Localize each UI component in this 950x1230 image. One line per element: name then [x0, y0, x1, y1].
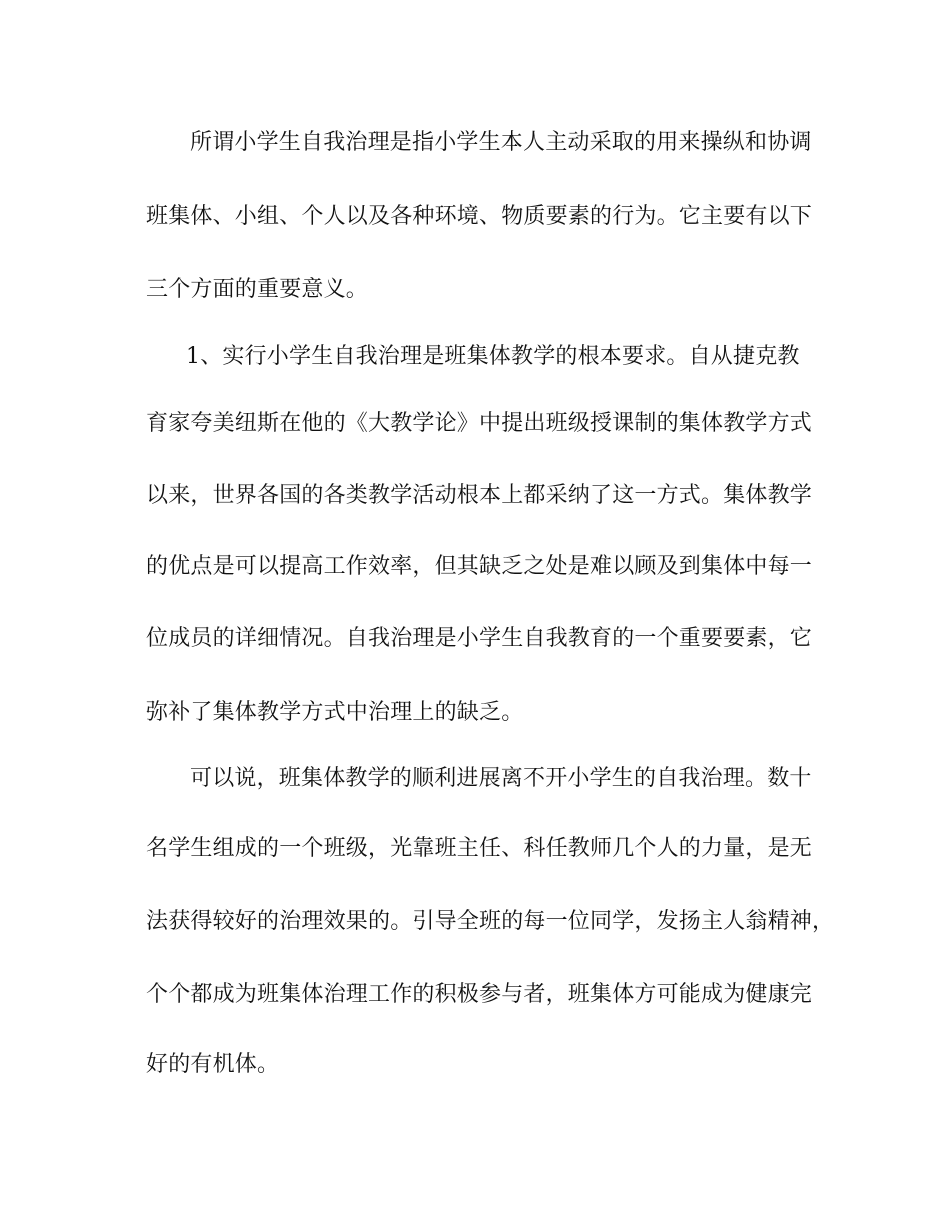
- paragraph-3-line-4: 个个都成为班集体治理工作的积极参与者，班集体方可能成为健康完: [146, 982, 813, 1007]
- paragraph-2-line-1: 1、实行小学生自我治理是班集体教学的根本要求。自从捷克教: [186, 344, 800, 369]
- paragraph-2-line-2: 育家夸美纽斯在他的《大教学论》中提出班级授课制的集体教学方式: [146, 411, 813, 436]
- paragraph-3-line-2: 名学生组成的一个班级，光靠班主任、科任教师几个人的力量，是无: [146, 836, 813, 861]
- paragraph-1-line-3: 三个方面的重要意义。: [146, 277, 369, 302]
- paragraph-3-line-1: 可以说，班集体教学的顺利进展离不开小学生的自我治理。数十: [190, 766, 812, 791]
- paragraph-2-line-6: 弥补了集体教学方式中治理上的缺乏。: [146, 700, 524, 725]
- paragraph-2-line-3: 以来，世界各国的各类教学活动根本上都采纳了这一方式。集体教学: [146, 483, 813, 508]
- paragraph-1-line-2: 班集体、小组、个人以及各种环境、物质要素的行为。它主要有以下: [146, 204, 813, 229]
- paragraph-1-line-1: 所谓小学生自我治理是指小学生本人主动采取的用来操纵和协调: [190, 130, 812, 155]
- paragraph-2-line-4: 的优点是可以提高工作效率，但其缺乏之处是难以顾及到集体中每一: [146, 554, 813, 579]
- paragraph-3-line-3: 法获得较好的治理效果的。引导全班的每一位同学，发扬主人翁精神，: [146, 909, 835, 934]
- paragraph-2-line-5: 位成员的详细情况。自我治理是小学生自我教育的一个重要要素，它: [146, 626, 813, 651]
- paragraph-3-line-5: 好的有机体。: [146, 1052, 280, 1077]
